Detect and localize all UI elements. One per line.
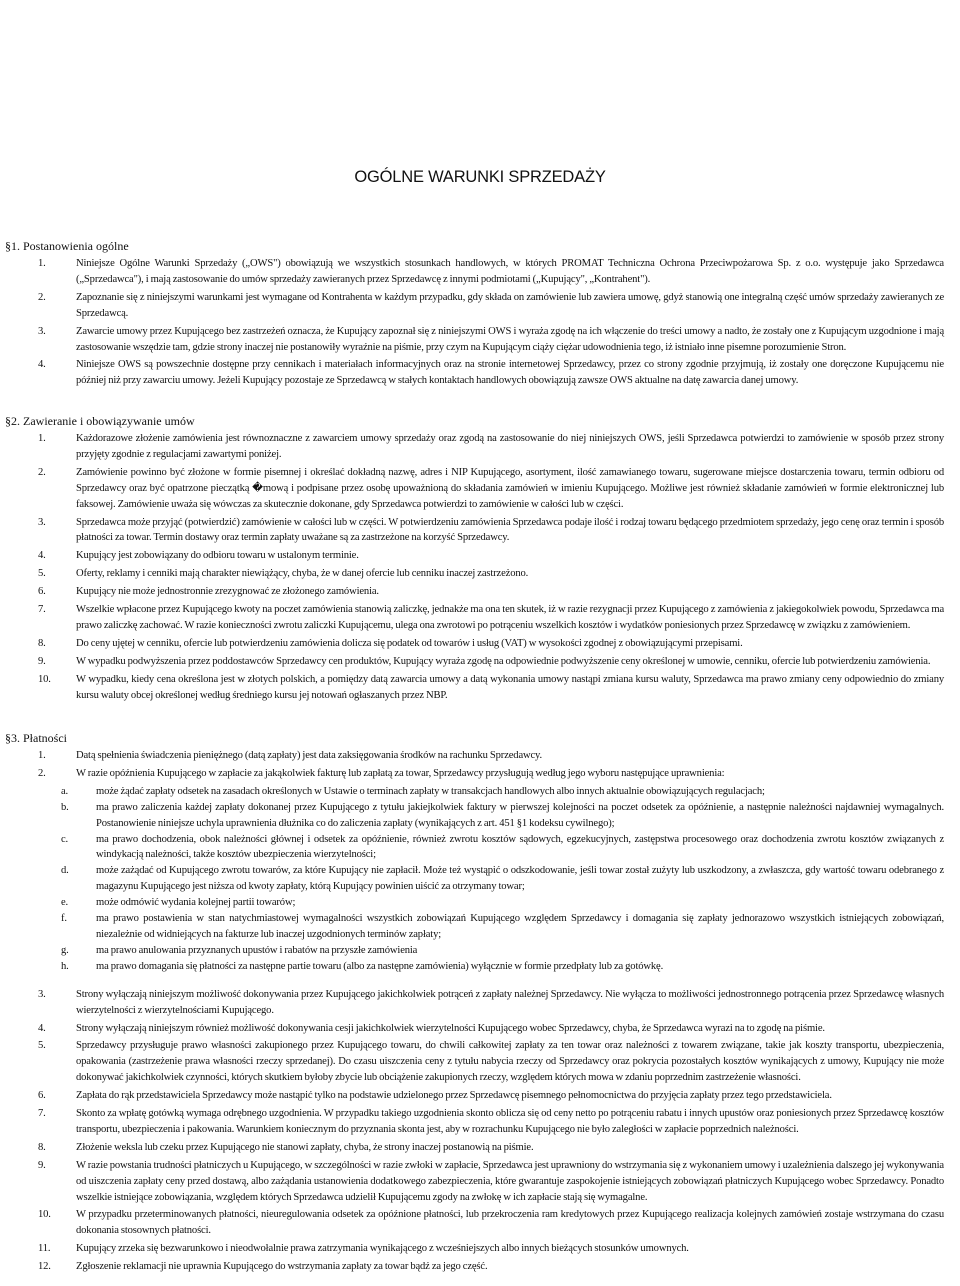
- list-item: [0, 748, 960, 764]
- item-number: 8.: [38, 1141, 46, 1153]
- item-text: Strony wyłączają niniejszym również możliwość dokonywania cesji jakichkolwiek wierzytelności Kupującego wobec Sprzedawcy, chyba, że Sprzedawca wyrazi na to zgodę na piśmie.: [76, 1022, 825, 1034]
- item-number: 4.: [38, 359, 46, 371]
- item-number: 9.: [38, 655, 46, 667]
- sub-list-item: [0, 784, 960, 800]
- item-text: Zapłata do rąk przedstawiciela Sprzedawcy może nastąpić tylko na podstawie udzielonego przez Sprzedawcę pisemnego pełnomocnictwa do przyjęcia zapłaty przez tego przedstawiciela.: [76, 1090, 832, 1102]
- list-item: [0, 566, 960, 582]
- list-item: [0, 584, 960, 600]
- sub-item-letter: c.: [61, 833, 69, 845]
- item-number: 2.: [38, 466, 46, 478]
- item-text: Strony wyłączają niniejszym możliwość dokonywania przez Kupującego jakichkolwiek potrąceń z zapłaty należnej Sprzedawcy. Nie wyłącza to możliwości jednostronnego potrącenia przez Sprzedawcę własnych wierzytelności z wierzytelnościami Kupującego.: [76, 988, 944, 1016]
- item-number: 9.: [38, 1159, 46, 1171]
- item-text: Zamówienie powinno być złożone w formie pisemnej i określać dokładną nazwę, adres i NIP Kupującego, asortyment, ilość zamawianego towaru, sugerowane miejsce dostarczenia towaru, termin odbioru od Sprzedawcy oraz być opatrzone pieczątką �mową i podpisane przez osobę upoważnioną do składania zamówień w imieniu Kupującego. Możliwe jest również składanie zamówień w formie elektronicznej lub faksowej. Zamówienie uważa się wówczas za skutecznie dokonane, gdy Sprzedawca potwierdzi to zamówienie w całości lub w części.: [76, 466, 944, 510]
- item-number: 3.: [38, 516, 46, 528]
- item-number: 6.: [38, 586, 46, 598]
- sub-item-letter: g.: [61, 944, 69, 956]
- section-2: [0, 413, 960, 706]
- list-item: [0, 636, 960, 652]
- item-text: Niniejsze Ogólne Warunki Sprzedaży („OWS") obowiązują we wszystkich stosunkach handlowych, w których PROMAT Techniczna Ochrona Przeciwpożarowa Sp. z o.o. występuje jako Sprzedawca („Sprzedawca"), i mają zastosowanie do umów sprzedaży zawieranych przez Sprzedawcę z innymi podmiotami („Kupujący", „Kontrahent").: [76, 258, 944, 285]
- section-3: [0, 730, 960, 1277]
- list-item: [0, 1106, 960, 1138]
- item-text: Niniejsze OWS są powszechnie dostępne przy cennikach i materiałach informacyjnych oraz na stronie internetowej Sprzedawcy, przez co strony zgodnie przyjmują, iż zostały one doręczone Kupującemu nie później niż przy zawarciu umowy. Jeżeli Kupujący pozostaje ze Sprzedawcą w stałych kontaktach handlowych obowiązują zawsze OWS aktualne na datę zawarcia danej umowy.: [76, 359, 944, 387]
- list-item: [0, 465, 960, 513]
- item-text: Zawarcie umowy przez Kupującego bez zastrzeżeń oznacza, że Kupujący zapoznał się z niniejszymi OWS i wyraża zgodę na ich włączenie do treści umowy a nadto, że zostały one z Kupującym uzgodnione i mają zastosowanie wszędzie tam, gdzie strony inaczej nie postanowiły wyraźnie na piśmie, przy czym na Kupującym ciąży ciężar udowodnienia tego, iż istniało inne pisemne porozumienie Stron.: [76, 325, 944, 353]
- item-text: Zapoznanie się z niniejszymi warunkami jest wymagane od Kontrahenta w każdym przypadku, gdy składa on zamówienie lub zawiera umowę, gdyż stanowią one integralną część umów sprzedaży zawieranych ze Sprzedawcą.: [76, 291, 944, 319]
- sub-item-text: może żądać zapłaty odsetek na zasadach określonych w Ustawie o terminach zapłaty w transakcjach handlowych albo innych aktualnie obowiązujących regulacjach;: [96, 785, 765, 797]
- list-item: [0, 1158, 960, 1206]
- item-number: 1.: [38, 258, 46, 269]
- item-text: Zgłoszenie reklamacji nie uprawnia Kupującego do wstrzymania zapłaty za towar bądź za jego część.: [76, 1261, 488, 1273]
- list-item: [0, 256, 960, 288]
- item-text: W wypadku podwyższenia przez poddostawców Sprzedawcy cen produktów, Kupujący wyraża zgodę na odpowiednie podwyższenie ceny określonej w umowie, cenniku, ofercie lub potwierdzeniu zamówienia.: [76, 655, 931, 667]
- sub-item-letter: h.: [61, 960, 69, 972]
- item-number: 12.: [38, 1261, 51, 1273]
- list-item: [0, 766, 960, 782]
- sub-item-text: może zażądać od Kupującego zwrotu towarów, za które Kupujący nie zapłacił. Może też wystąpić o odszkodowanie, jeśli towar został zużyty lub uszkodzony, a zwłaszcza, gdy wartość towaru odebranego z magazynu Kupującego jest niższa od kwoty zapłaty, którą Kupujący powinien uiścić za otrzymany towar;: [96, 865, 944, 893]
- item-number: 7.: [38, 604, 46, 616]
- sub-list-item: [0, 832, 960, 864]
- list-item: [0, 357, 960, 389]
- list-item: [0, 515, 960, 547]
- item-number: 4.: [38, 550, 46, 562]
- list-item: [0, 672, 960, 704]
- list-item: [0, 654, 960, 670]
- item-text: Kupujący nie może jednostronnie zrezygnować ze złożonego zamówienia.: [76, 586, 379, 598]
- sub-list-item: [0, 800, 960, 832]
- item-text: Kupujący jest zobowiązany do odbioru towaru w ustalonym terminie.: [76, 550, 359, 562]
- item-number: 8.: [38, 637, 46, 649]
- list-item: [0, 1038, 960, 1086]
- list-item: [0, 431, 960, 463]
- item-text: Każdorazowe złożenie zamówienia jest równoznaczne z zawarciem umowy sprzedaży oraz zgodą na zastosowanie do niej niniejszych OWS, jeśli Sprzedawca potwierdzi to zamówienie w sposób przez strony przyjęty zgodnie z regulacjami zawartymi poniżej.: [76, 433, 944, 460]
- sub-item-letter: b.: [61, 801, 69, 813]
- item-number: 2.: [38, 767, 46, 779]
- section-heading: §2. Zawieranie i obowiązywanie umów: [5, 414, 195, 428]
- list-item: [0, 290, 960, 322]
- item-number: 10.: [38, 673, 51, 685]
- list-item: [0, 324, 960, 356]
- item-text: Skonto za wpłatę gotówką wymaga odrębnego uzgodnienia. W przypadku takiego uzgodnienia skonto oblicza się od ceny netto po potrąceniu rabatu i innych upustów oraz poniesionych przez Sprzedawcę kosztów transportu, ubezpieczenia i pakowania. Warunkiem koniecznym do przyznania skonta jest, aby w rozrachunku Kupującego nie było zaległości w zapłacie poprzednich należności.: [76, 1108, 944, 1135]
- sub-list-item: [0, 863, 960, 895]
- spacer: [0, 975, 960, 987]
- item-number: 5.: [38, 568, 46, 580]
- item-text: W przypadku przeterminowanych płatności, nieuregulowania odsetek za opóźnione płatności, lub przekroczenia ram kredytowych przez Kupującego realizacja kolejnych zamówień zostaje wstrzymana do czasu dokonania stosownych płatności.: [76, 1209, 944, 1237]
- sub-list-item: [0, 943, 960, 959]
- item-text: Sprzedawca może przyjąć (potwierdzić) zamówienie w całości lub w części. W potwierdzeniu zamówienia Sprzedawca podaje ilość i rodzaj towaru będącego przedmiotem sprzedaży, jego cenę oraz termin i sposób płatności za towar. Termin dostawy oraz termin zapłaty uważane są za zastrzeżone na korzyść Sprzedawcy.: [76, 516, 944, 544]
- section-heading: §1. Postanowienia ogólne: [5, 239, 129, 253]
- item-text: Złożenie weksla lub czeku przez Kupującego nie stanowi zapłaty, chyba, że strony inaczej postanowią na piśmie.: [76, 1141, 534, 1153]
- item-number: 6.: [38, 1090, 46, 1102]
- sub-item-text: ma prawo zaliczenia każdej zapłaty dokonanej przez Kupującego z tytułu jakiejkolwiek faktury w pierwszej kolejności na poczet odsetek za opóźnienie, a następnie należności najdawniej wymagalnych. Postanowienie niniejsze uchyla uprawnienia dłużnika co do zaliczenia zapłaty (wynikających z art. 451 §1 kodeksu cywilnego);: [96, 801, 944, 829]
- list-item: [0, 548, 960, 564]
- item-number: 10.: [38, 1209, 51, 1221]
- sub-list-item: [0, 911, 960, 943]
- item-text: W razie powstania trudności płatniczych u Kupującego, w szczególności w razie zwłoki w zapłacie, Sprzedawca jest uprawniony do wstrzymania się z wykonaniem umowy i uzależnienia dalszego jej wykonywania od uiszczenia zapłaty ceny przed dostawą, albo zażądania ustanowienia dodatkowego zabezpieczenia, które gwarantuje zaspokojenie istniejących zobowiązań płatniczych Kupującego wobec Sprzedawcy. Ponadto wszelkie istniejące zobowiązania, względem których Sprzedawca udzielił Kupującemu zgody na zwłokę w ich zapłacie stają się wymagalne.: [76, 1159, 944, 1203]
- sub-item-text: może odmówić wydania kolejnej partii towarów;: [96, 897, 296, 909]
- sub-item-text: ma prawo domagania się płatności za następne partie towaru (albo za następne zamówienia) wyłącznie w formie przedpłaty lub za gotówkę.: [96, 960, 664, 972]
- item-number: 5.: [38, 1040, 46, 1052]
- document-title: OGÓLNE WARUNKI SPRZEDAŻY: [354, 168, 606, 186]
- list-item: [0, 1241, 960, 1257]
- list-item: [0, 1021, 960, 1037]
- item-text: Oferty, reklamy i cenniki mają charakter niewiążący, chyba, że w danej ofercie lub cenniku inaczej zastrzeżono.: [76, 568, 529, 580]
- sub-item-letter: a.: [61, 785, 69, 797]
- item-text: Sprzedawcy przysługuje prawo własności zakupionego przez Kupującego towaru, do chwili całkowitej zapłaty za ten towar oraz należności z towarem związane, takie jak koszty transportu, ubezpieczenia, opakowania (zastrzeżenie prawa własności rzeczy sprzedanej). Do czasu uiszczenia ceny z tytułu nabycia rzeczy od Sprzedawcy oraz pokrycia pozostałych kosztów wynikających z umowy, Kupujący nie może dokonywać jakichkolwiek czynności, których skutkiem byłoby zbycie lub obciążenie zakupionych rzeczy, względem których mowa w zdaniu poprzednim zastrzeżenie własności.: [76, 1040, 944, 1084]
- item-text: W wypadku, kiedy cena określona jest w złotych polskich, a pomiędzy datą zawarcia umowy a datą wykonania umowy nastąpi zmiana kursu waluty, Sprzedawca ma prawo zmiany ceny odpowiednio do zmiany kursu waluty obcej określonej według średniego kursu jej notowań ogłaszanych przez NBP.: [76, 673, 944, 701]
- list-item: [0, 1088, 960, 1104]
- item-number: 2.: [38, 291, 46, 303]
- sub-list-item: [0, 895, 960, 911]
- section-heading: §3. Płatności: [5, 731, 67, 745]
- item-number: 1.: [38, 433, 46, 444]
- list-item: [0, 602, 960, 634]
- sub-item-letter: e.: [61, 897, 69, 909]
- list-item: [0, 987, 960, 1019]
- sub-item-letter: d.: [61, 865, 69, 877]
- list-item: [0, 1259, 960, 1275]
- item-text: Do ceny ujętej w cenniku, ofercie lub potwierdzeniu zamówienia dolicza się podatek od towarów i usług (VAT) w wysokości zgodnej z obowiązującymi przepisami.: [76, 637, 743, 649]
- item-number: 4.: [38, 1022, 46, 1034]
- sub-item-text: ma prawo dochodzenia, obok należności głównej i odsetek za opóźnienie, również zwrotu kosztów sądowych, egzekucyjnych, zastępstwa procesowego oraz dochodzenia zwrotu kosztów związanych z windykacją należności, także kosztów ubezpieczenia wierzytelności;: [96, 833, 944, 861]
- item-number: 1.: [38, 750, 46, 761]
- list-item: [0, 1140, 960, 1156]
- item-number: 3.: [38, 988, 46, 1000]
- item-text: W razie opóźnienia Kupującego w zapłacie za jakąkolwiek fakturę lub zapłatą za towar, Sprzedawcy przysługują według jego wyboru następujące uprawnienia:: [76, 767, 725, 779]
- sub-item-text: ma prawo postawienia w stan natychmiastowej wymagalności wszystkich zobowiązań Kupującego względem Sprzedawcy i domagania się zapłaty jednorazowo wszystkich istniejących zobowiązań, niezależnie od widniejących na fakturze lub inaczej uzgodnionych terminów zapłaty;: [96, 913, 944, 940]
- sub-list-item: [0, 959, 960, 975]
- list-item: [0, 1207, 960, 1239]
- item-number: 11.: [38, 1243, 51, 1255]
- sub-item-letter: f.: [61, 913, 67, 925]
- section-1: [0, 238, 960, 391]
- item-number: 7.: [38, 1108, 46, 1120]
- item-text: Wszelkie wpłacone przez Kupującego kwoty na poczet zamówienia stanowią zaliczkę, jednakże ma ona ten skutek, iż w razie rezygnacji przez Kupującego z zamówienia z jakiegokolwiek powodu, Sprzedawca ma prawo zaliczkę zachować. W razie konieczności zwrotu zaliczki Kupującemu, ulega ona zwrotowi po potrąceniu wszelkich kosztów i wydatków poniesionych przez Sprzedawcę w związku z zamówieniem.: [76, 604, 944, 631]
- item-text: Datą spełnienia świadczenia pieniężnego (datą zapłaty) jest data zaksięgowania środków na rachunku Sprzedawcy.: [76, 750, 543, 761]
- item-text: Kupujący zrzeka się bezwarunkowo i nieodwołalnie prawa zatrzymania wynikającego z wcześniejszych albo innych bieżących stosunków umownych.: [76, 1243, 689, 1255]
- item-number: 3.: [38, 325, 46, 337]
- sub-item-text: ma prawo anulowania przyznanych upustów i rabatów na przyszłe zamówienia: [96, 944, 418, 956]
